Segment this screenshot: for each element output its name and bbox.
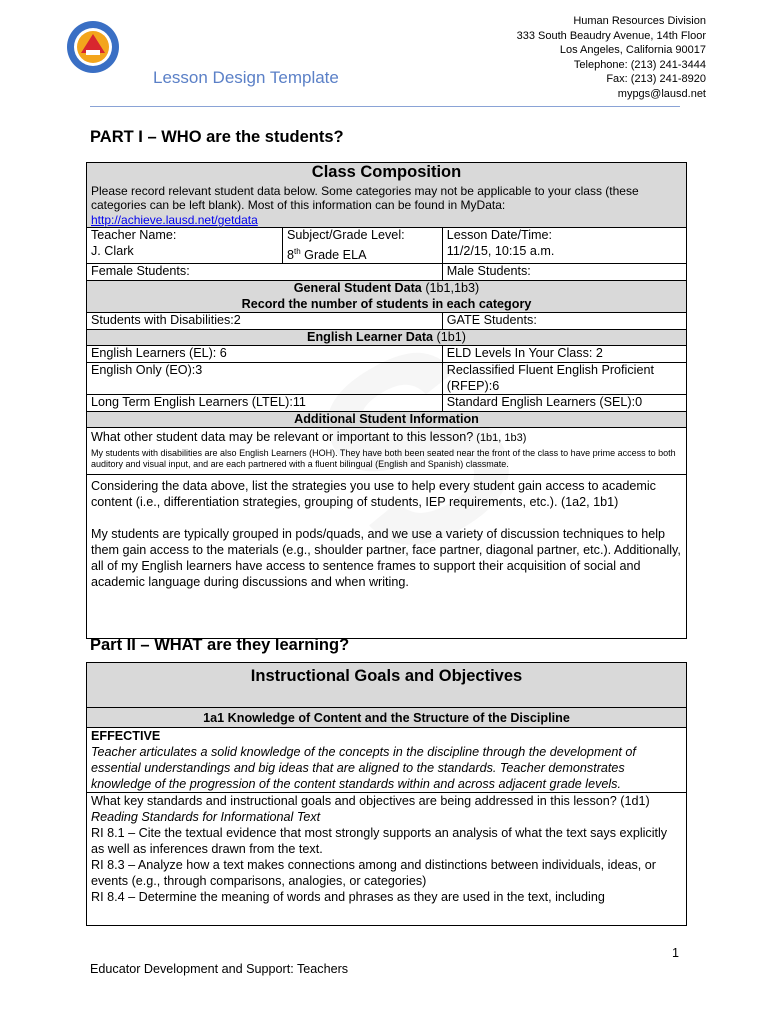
- standards-question: What key standards and instructional goals and objectives are being addressed in this lesson? (1d1): [91, 793, 650, 808]
- class-composition-header: [87, 163, 687, 228]
- lausd-seal-logo: [66, 20, 120, 74]
- org-email[interactable]: mypgs@lausd.net: [617, 87, 706, 100]
- class-composition-intro: [87, 184, 686, 228]
- general-data-header: [87, 281, 687, 313]
- date-cell: [442, 228, 686, 264]
- grade-number: 8: [287, 247, 295, 262]
- class-composition-table: [86, 162, 687, 639]
- header-rule: [90, 106, 680, 107]
- subject-cell: [283, 228, 443, 264]
- strategies-answer: My students are typically grouped in pods/quads, and we use a variety of discussion techniques to help them gain access to the materials (e.g., shoulder partner, face partner, diagonal partner, etc.). Additionally, all of my English learners have access to sentence frames to support their acquisition of social and academic language during discussions and when writing.: [91, 527, 681, 589]
- strategies-question: Considering the data above, list the strategies you use to help every student gain access to academic content (i.e., differentiation strategies, grouping of students, IEP requirements, etc.). (1a2, 1b1): [91, 479, 656, 509]
- effective-text: Teacher articulates a solid knowledge of the concepts in the discipline through the development of essential understandings and big ideas that are aligned to the standards. Teacher demonstrates knowledge of the progression of the content standards within and across adjacent grade levels.: [91, 744, 636, 791]
- teacher-value: J. Clark: [91, 243, 134, 258]
- additional-info-header: Additional Student Information: [87, 411, 687, 428]
- org-line: Los Angeles, California 90017: [559, 44, 706, 56]
- male-students: Male Students:: [442, 264, 686, 281]
- standards-subheading: Reading Standards for Informational Text: [91, 809, 321, 824]
- grade-suffix: th: [294, 246, 301, 256]
- el-data-header: [87, 329, 687, 346]
- standard-ri83: RI 8.3 – Analyze how a text makes connections among and distinctions between individuals, ideas, or events (e.g., through comparisons, analogies, or categories): [91, 857, 656, 888]
- org-line: 333 South Beaudry Avenue, 14th Floor: [516, 29, 706, 42]
- record-instruction: Record the number of students in each category: [241, 296, 532, 311]
- date-value: 11/2/15, 10:15 a.m.: [446, 243, 555, 258]
- other-data-question: [91, 428, 682, 447]
- page-number: 1: [672, 946, 680, 960]
- part2-heading: Part II – WHAT are they learning?: [90, 636, 350, 654]
- general-data-ref: (1b1,1b3): [421, 281, 480, 296]
- standard-ri84: RI 8.4 – Determine the meaning of words and phrases as they are used in the text, including: [91, 889, 605, 904]
- teacher-label: Teacher Name:: [91, 228, 177, 243]
- org-address-block: [517, 14, 706, 101]
- el-data-title: English Learner Data: [307, 329, 434, 344]
- knowledge-title: 1a1 Knowledge of Content and the Structure of the Discipline: [87, 708, 687, 728]
- female-students: Female Students:: [87, 264, 443, 281]
- other-question-text: What other student data may be relevant or important to this lesson?: [91, 430, 474, 445]
- general-data-title: General Student Data: [293, 281, 422, 296]
- class-composition-title: Class Composition: [311, 163, 462, 181]
- part1-heading: PART I – WHO are the students?: [90, 128, 344, 146]
- date-label: Lesson Date/Time:: [446, 228, 552, 243]
- subject-label: Subject/Grade Level:: [287, 228, 405, 243]
- standard-ri81: RI 8.1 – Cite the textual evidence that most strongly supports an analysis of what the text says explicitly as well as inferences drawn from the text.: [91, 825, 668, 856]
- other-question-ref: (1b1, 1b3): [473, 432, 527, 445]
- strategies-cell: [87, 475, 687, 639]
- standards-cell: [87, 792, 687, 925]
- document-title: Lesson Design Template: [153, 68, 339, 87]
- eo-cell: English Only (EO):3: [87, 363, 443, 395]
- footer-text: Educator Development and Support: Teachers: [90, 962, 349, 976]
- effective-cell: [87, 727, 687, 792]
- goals-title: Instructional Goals and Objectives: [87, 663, 687, 708]
- other-data-cell: [87, 428, 687, 475]
- teacher-cell: [87, 228, 283, 264]
- other-data-answer: My students with disabilities are also English Learners (HOH). They have both been seated near the front of the class to have prime access to both auditory and visual input, and are each partnered with a fluent bilingual (English and Spanish) classmate.: [91, 448, 676, 469]
- instructional-goals-table: [86, 662, 687, 926]
- disabilities-cell: Students with Disabilities:2: [87, 313, 443, 330]
- subject-value: [287, 244, 438, 264]
- mydata-link[interactable]: http://achieve.lausd.net/getdata: [91, 212, 258, 227]
- el-cell: English Learners (EL): 6: [87, 346, 443, 363]
- intro-text: Please record relevant student data below. Some categories may not be applicable to your class (these categories can be left blank). Most of this information can be found in MyData:: [91, 183, 639, 213]
- org-line: Fax: (213) 241-8920: [606, 73, 706, 85]
- org-line: Telephone: (213) 241-3444: [573, 58, 706, 71]
- gate-cell: GATE Students:: [442, 313, 686, 330]
- el-data-ref: (1b1): [433, 329, 466, 344]
- ltel-cell: Long Term English Learners (LTEL):11: [87, 395, 443, 412]
- sel-cell: Standard English Learners (SEL):0: [442, 395, 686, 412]
- grade-subject: Grade ELA: [300, 247, 367, 262]
- effective-label: EFFECTIVE: [91, 728, 161, 743]
- rfep-cell: Reclassified Fluent English Proficient (RFEP):6: [442, 363, 686, 395]
- org-line: Human Resources Division: [573, 15, 706, 27]
- eld-cell: ELD Levels In Your Class: 2: [442, 346, 686, 363]
